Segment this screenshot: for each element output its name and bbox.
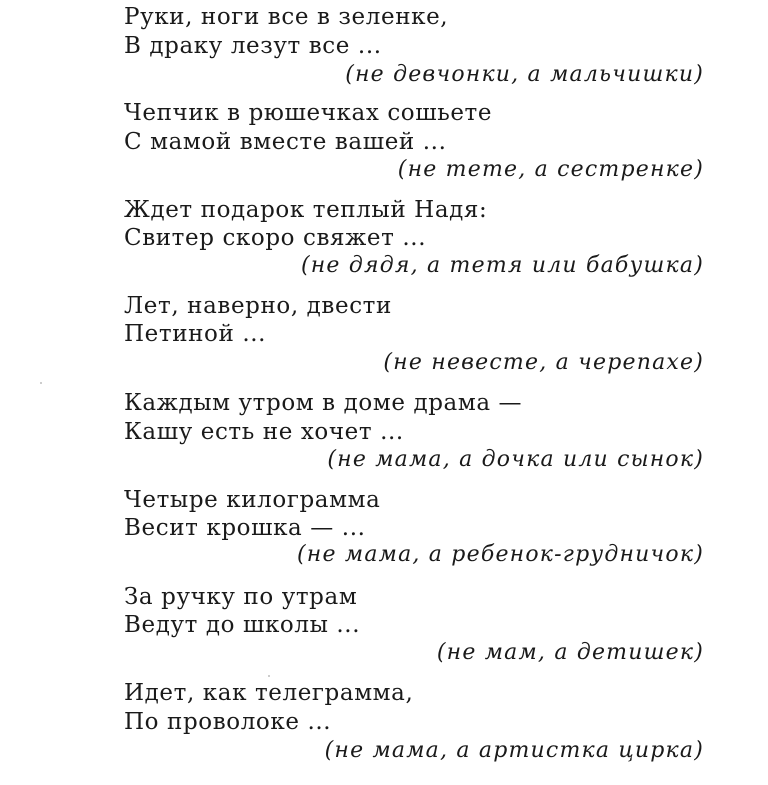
riddle-line: Чепчик в рюшечках сошьете [124,100,493,126]
riddle-answer: (не мама, а артистка цирка) [324,738,704,763]
riddle-stanza [124,583,704,673]
riddle-answer: (не мама, а дочка или сынок) [327,447,704,472]
riddle-line: Руки, ноги все в зеленке, [124,4,449,30]
riddle-stanza [124,486,704,576]
riddle-stanza [124,3,704,93]
riddle-line: Ждет подарок теплый Надя: [124,197,488,223]
riddle-stanza [124,196,704,286]
riddle-line: Кашу есть не хочет ... [124,419,404,445]
riddle-answer: (не дядя, а тетя или бабушка) [300,253,704,278]
riddle-answer: (не тете, а сестренке) [397,157,704,182]
riddle-line: В драку лезут все ... [124,33,382,59]
riddle-line: Петиной ... [124,321,267,347]
riddle-line: Каждым утром в доме драма — [124,390,523,416]
riddle-answer: (не мама, а ребенок-грудничок) [297,542,704,567]
riddle-answer: (не девчонки, а мальчишки) [345,62,704,87]
riddle-line: С мамой вместе вашей ... [124,129,447,155]
riddle-stanza [124,679,704,771]
riddle-line: Лет, наверно, двести [124,293,392,319]
riddle-line: Идет, как телеграмма, [124,680,414,706]
riddle-stanza [124,99,704,189]
riddle-line: Четыре килограмма [124,487,381,513]
riddle-line: Весит крошка — ... [124,515,366,541]
scan-speck [268,675,270,677]
scan-speck [40,382,42,384]
riddle-answer: (не мам, а детишек) [436,640,704,665]
riddle-line: По проволоке ... [124,709,332,735]
riddle-stanza [124,389,704,479]
riddle-stanza [124,292,704,382]
riddle-line: Ведут до школы ... [124,612,361,638]
riddle-answer: (не невесте, а черепахе) [383,350,704,375]
riddle-line: За ручку по утрам [124,584,358,610]
riddle-line: Свитер скоро свяжет ... [124,225,427,251]
